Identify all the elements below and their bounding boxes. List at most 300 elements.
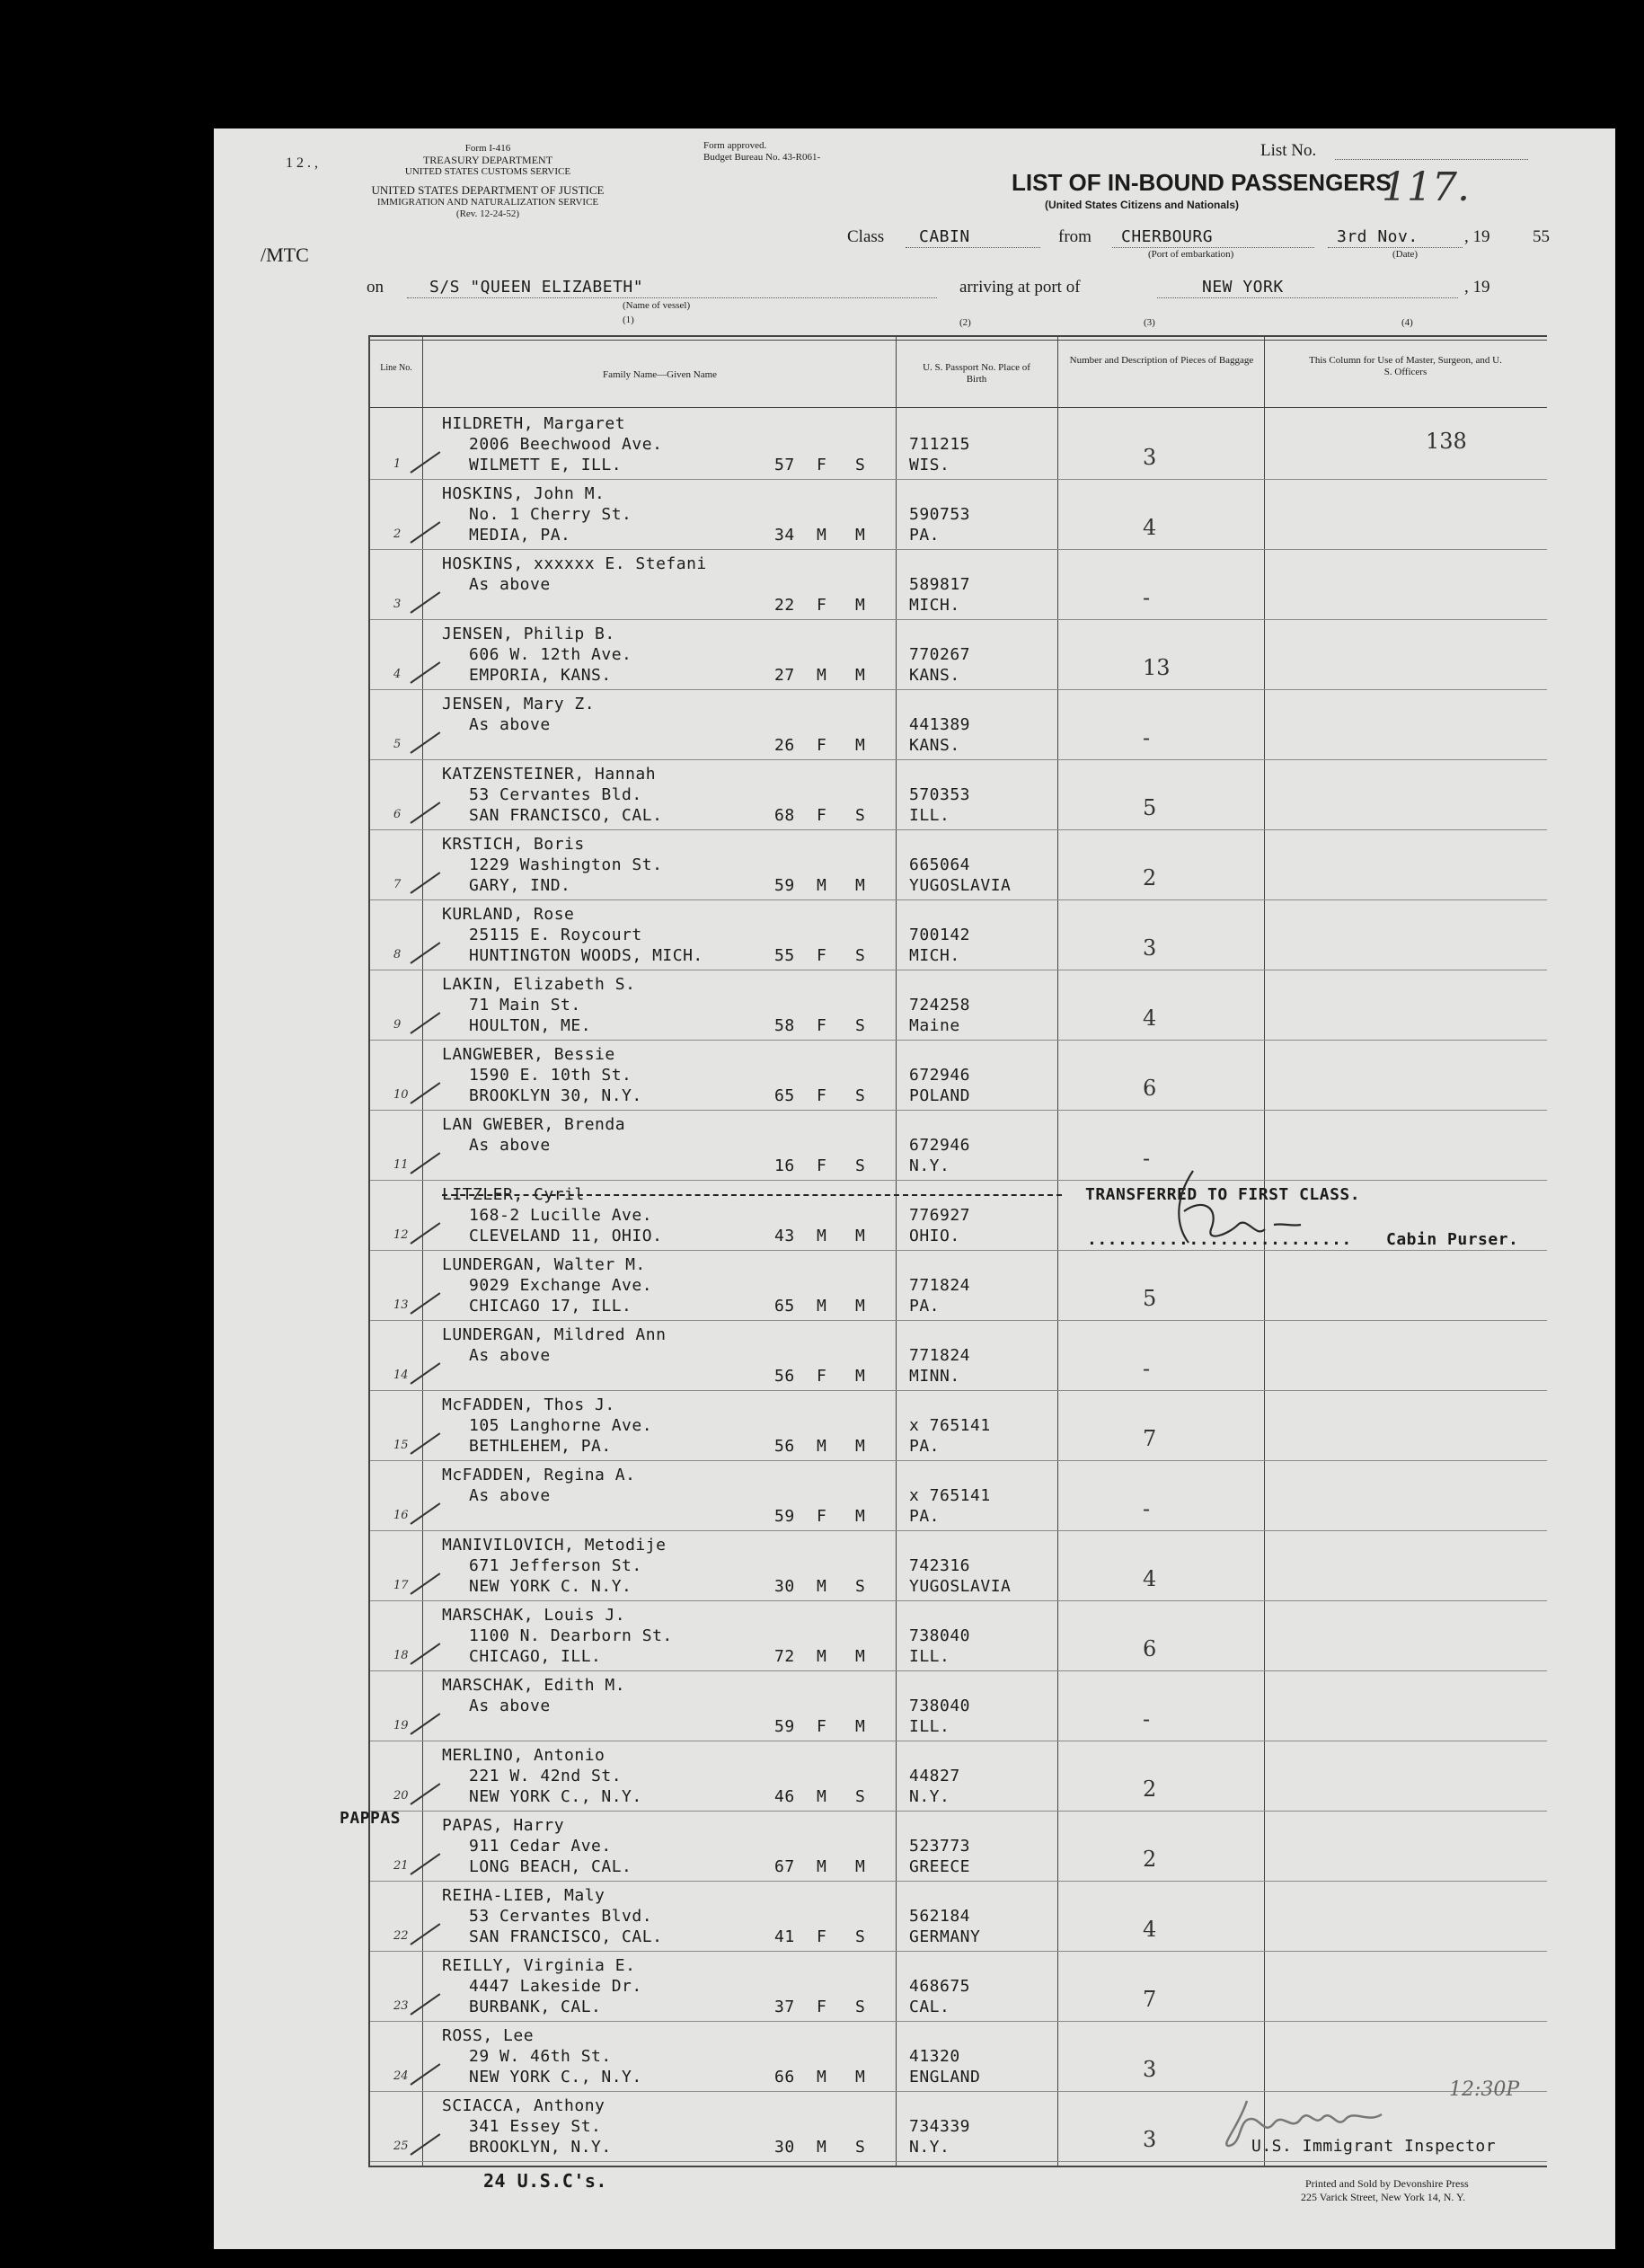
baggage-count: 4 — [1143, 1006, 1157, 1031]
sex: M — [817, 1227, 827, 1245]
line-number: 24 — [393, 2069, 409, 2083]
age: 59 — [774, 876, 795, 895]
sex: F — [817, 736, 827, 755]
baggage-count: 2 — [1143, 865, 1157, 890]
passport-number: 738040 — [909, 1697, 971, 1715]
col-header-officers: This Column for Use of Master, Surgeon, and U. S. Officers — [1309, 355, 1502, 377]
address-line: 53 Cervantes Bld. — [469, 785, 642, 804]
line-number: 9 — [393, 1018, 402, 1032]
strikethrough-line — [442, 1194, 1062, 1196]
marital-status: M — [855, 1297, 866, 1316]
place-of-birth: GREECE — [909, 1857, 971, 1876]
baggage-count: - — [1143, 1356, 1151, 1381]
col-index-4: (4) — [1401, 317, 1413, 328]
check-mark — [410, 1432, 440, 1455]
address-line: 911 Cedar Ave. — [469, 1837, 612, 1856]
age: 58 — [774, 1016, 795, 1035]
list-no-label: List No. — [1260, 141, 1317, 160]
passport-number: 700142 — [909, 926, 971, 944]
check-mark — [410, 1923, 440, 1945]
table-row — [370, 899, 1547, 970]
age: 55 — [774, 946, 795, 965]
printer-line-2: 225 Varick Street, New York 14, N. Y. — [1301, 2191, 1466, 2203]
sex: F — [817, 1016, 827, 1035]
sex: M — [817, 526, 827, 545]
table-row — [370, 1741, 1547, 1812]
address-line: 221 W. 42nd St. — [469, 1767, 623, 1785]
passport-number: 570353 — [909, 785, 971, 804]
passport-number: x 765141 — [909, 1486, 991, 1505]
address-line: As above — [469, 1697, 551, 1715]
address-line: 105 Langhorne Ave. — [469, 1416, 653, 1435]
table-row — [370, 2021, 1547, 2092]
line-number: 10 — [393, 1088, 409, 1102]
on-label: on — [367, 278, 384, 297]
baggage-count: 3 — [1143, 445, 1157, 470]
baggage-count: 6 — [1143, 1076, 1157, 1101]
passenger-manifest-page — [214, 128, 1615, 2249]
address-line: 4447 Lakeside Dr. — [469, 1977, 642, 1996]
sex: M — [817, 1647, 827, 1666]
table-row — [370, 619, 1547, 690]
sex: F — [817, 1927, 827, 1946]
passenger-name: SCIACCA, Anthony — [442, 2096, 605, 2115]
passenger-name: MARSCHAK, Edith M. — [442, 1676, 626, 1695]
age: 34 — [774, 526, 795, 545]
pappas-margin-note: PAPPAS — [340, 1809, 402, 1828]
age: 72 — [774, 1647, 795, 1666]
passport-number: 589817 — [909, 575, 971, 594]
line-number: 6 — [393, 808, 402, 821]
marital-status: M — [855, 526, 866, 545]
passenger-name: MERLINO, Antonio — [442, 1746, 605, 1765]
sex: F — [817, 1156, 827, 1175]
passport-number: 590753 — [909, 505, 971, 524]
age: 30 — [774, 2138, 795, 2157]
passport-number: 771824 — [909, 1276, 971, 1295]
vessel-value: S/S "QUEEN ELIZABETH" — [429, 278, 644, 297]
place-of-birth: N.Y. — [909, 1156, 950, 1175]
marital-status: M — [855, 1227, 866, 1245]
line-number: 13 — [393, 1298, 409, 1312]
baggage-count: 5 — [1143, 1286, 1157, 1311]
ins-service: IMMIGRATION AND NATURALIZATION SERVICE — [376, 197, 599, 208]
col-header-name: Family Name—Given Name — [602, 369, 718, 380]
city-line: EMPORIA, KANS. — [469, 666, 612, 685]
sex: F — [817, 1507, 827, 1526]
place-of-birth: ENGLAND — [909, 2068, 981, 2086]
age: 59 — [774, 1717, 795, 1736]
purser-dots: .......................... — [1087, 1230, 1352, 1249]
baggage-count: 5 — [1143, 795, 1157, 820]
form-approved: Form approved. — [703, 140, 767, 151]
baggage-count: 6 — [1143, 1636, 1157, 1661]
address-line: 1590 E. 10th St. — [469, 1066, 632, 1085]
line-number: 1 — [393, 457, 402, 471]
check-mark — [410, 1502, 440, 1525]
passport-number: 734339 — [909, 2117, 971, 2136]
place-of-birth: MINN. — [909, 1367, 960, 1386]
address-line: As above — [469, 1346, 551, 1365]
check-mark — [410, 1853, 440, 1875]
baggage-count: - — [1143, 725, 1151, 750]
marital-status: S — [855, 946, 866, 965]
sex: M — [817, 2068, 827, 2086]
place-of-birth: PA. — [909, 1297, 941, 1316]
sex: F — [817, 596, 827, 615]
address-line: 9029 Exchange Ave. — [469, 1276, 653, 1295]
address-line: 53 Cervantes Blvd. — [469, 1907, 653, 1926]
passenger-name: LITZLER, Cyril — [442, 1185, 585, 1204]
sex: F — [817, 1367, 827, 1386]
baggage-count: 2 — [1143, 1847, 1157, 1872]
passenger-name: MARSCHAK, Louis J. — [442, 1606, 626, 1625]
age: 26 — [774, 736, 795, 755]
line-number: 25 — [393, 2140, 409, 2153]
place-of-birth: ILL. — [909, 806, 950, 825]
place-of-birth: MICH. — [909, 596, 960, 615]
check-mark — [410, 591, 440, 614]
col-index-3: (3) — [1144, 317, 1155, 328]
place-of-birth: ILL. — [909, 1647, 950, 1666]
year2-prefix: , 19 — [1464, 278, 1490, 297]
table-row — [370, 1110, 1547, 1181]
place-of-birth: ILL. — [909, 1717, 950, 1736]
port-value: NEW YORK — [1202, 278, 1284, 297]
place-of-birth: N.Y. — [909, 2138, 950, 2157]
place-of-birth: OHIO. — [909, 1227, 960, 1245]
passport-number: 41320 — [909, 2047, 960, 2066]
mtc-mark: /MTC — [261, 244, 309, 266]
marital-status: S — [855, 1577, 866, 1596]
passport-number: 770267 — [909, 645, 971, 664]
place-of-birth: Maine — [909, 1016, 960, 1035]
table-row — [370, 689, 1547, 760]
check-mark — [410, 1573, 440, 1595]
table-row — [370, 1811, 1547, 1882]
address-line: 606 W. 12th Ave. — [469, 645, 632, 664]
baggage-count: 13 — [1143, 655, 1171, 680]
page-title: LIST OF IN-BOUND PASSENGERS — [1012, 169, 1392, 196]
check-mark — [410, 802, 440, 824]
baggage-count: 4 — [1143, 515, 1157, 540]
line-number: 11 — [393, 1158, 409, 1172]
passenger-name: ROSS, Lee — [442, 2026, 535, 2045]
table-row — [370, 1390, 1547, 1461]
address-line: 1100 N. Dearborn St. — [469, 1626, 673, 1645]
passport-number: 665064 — [909, 855, 971, 874]
sex: F — [817, 946, 827, 965]
passenger-name: LANGWEBER, Bessie — [442, 1045, 615, 1064]
city-line: NEW YORK C., N.Y. — [469, 2068, 642, 2086]
sex: F — [817, 1998, 827, 2016]
baggage-count: - — [1143, 1146, 1151, 1171]
age: 46 — [774, 1787, 795, 1806]
passenger-name: JENSEN, Mary Z. — [442, 695, 596, 713]
check-mark — [410, 1012, 440, 1034]
city-line: GARY, IND. — [469, 876, 571, 895]
age: 27 — [774, 666, 795, 685]
passport-number: 44827 — [909, 1767, 960, 1785]
marital-status: S — [855, 1998, 866, 2016]
line-number: 22 — [393, 1929, 409, 1943]
passenger-name: KURLAND, Rose — [442, 905, 575, 924]
line-number: 23 — [393, 1999, 409, 2013]
baggage-count: - — [1143, 1496, 1151, 1521]
passenger-name: LAKIN, Elizabeth S. — [442, 975, 636, 994]
check-mark — [410, 1362, 440, 1385]
marital-status: S — [855, 456, 866, 474]
passenger-name: McFADDEN, Thos J. — [442, 1395, 615, 1414]
transferred-note: TRANSFERRED TO FIRST CLASS. — [1085, 1185, 1361, 1204]
address-line: 168-2 Lucille Ave. — [469, 1206, 653, 1225]
rev-date: (Rev. 12-24-52) — [455, 208, 520, 219]
baggage-count: 4 — [1143, 1917, 1157, 1942]
marital-status: M — [855, 876, 866, 895]
marital-status: M — [855, 736, 866, 755]
baggage-count: 3 — [1143, 935, 1157, 961]
baggage-count: 7 — [1143, 1987, 1157, 2012]
table-row — [370, 1530, 1547, 1601]
passport-number: 562184 — [909, 1907, 971, 1926]
marital-status: S — [855, 806, 866, 825]
line-number: 14 — [393, 1369, 409, 1382]
passport-number: 776927 — [909, 1206, 971, 1225]
place-of-birth: CAL. — [909, 1998, 950, 2016]
baggage-count: 7 — [1143, 1426, 1157, 1451]
place-of-birth: YUGOSLAVIA — [909, 1577, 1012, 1596]
city-line: CLEVELAND 11, OHIO. — [469, 1227, 663, 1245]
address-line: 341 Essey St. — [469, 2117, 602, 2136]
age: 22 — [774, 596, 795, 615]
marital-status: M — [855, 1647, 866, 1666]
passport-number: 771824 — [909, 1346, 971, 1365]
check-mark — [410, 1222, 440, 1245]
city-line: SAN FRANCISCO, CAL. — [469, 806, 663, 825]
passenger-name: PAPAS, Harry — [442, 1816, 565, 1835]
sex: M — [817, 876, 827, 895]
passenger-name: LUNDERGAN, Mildred Ann — [442, 1325, 667, 1344]
table-row — [370, 479, 1547, 550]
address-line: 671 Jefferson St. — [469, 1556, 642, 1575]
marital-status: M — [855, 1507, 866, 1526]
marital-status: S — [855, 1156, 866, 1175]
age: 68 — [774, 806, 795, 825]
city-line: NEW YORK C., N.Y. — [469, 1787, 642, 1806]
passenger-name: HOSKINS, xxxxxx E. Stefani — [442, 554, 707, 573]
line-number: 19 — [393, 1719, 409, 1732]
passenger-name: HILDRETH, Margaret — [442, 414, 626, 433]
col-header-passport: U. S. Passport No. Place of Birth — [923, 362, 1030, 385]
address-line: As above — [469, 575, 551, 594]
table-row — [370, 759, 1547, 830]
city-line: CHICAGO 17, ILL. — [469, 1297, 632, 1316]
class-label: Class — [847, 227, 885, 246]
justice-dept: UNITED STATES DEPARTMENT OF JUSTICE — [371, 183, 605, 197]
col-header-baggage: Number and Description of Pieces of Baggage — [1069, 355, 1254, 366]
list-number-handwritten: 117. — [1382, 164, 1470, 210]
officer-note: 138 — [1426, 429, 1467, 454]
purser-label: Cabin Purser. — [1386, 1230, 1519, 1249]
line-number: 12 — [393, 1228, 409, 1242]
sex: F — [817, 1086, 827, 1105]
marital-status: M — [855, 2068, 866, 2086]
line-number: 3 — [393, 598, 402, 611]
year-prefix: , 19 — [1464, 227, 1490, 246]
city-line: BROOKLYN, N.Y. — [469, 2138, 612, 2157]
line-number: 20 — [393, 1789, 409, 1803]
sex: M — [817, 1577, 827, 1596]
page-subtitle: (United States Citizens and Nationals) — [1045, 199, 1240, 211]
sex: M — [817, 1437, 827, 1456]
passport-number: 523773 — [909, 1837, 971, 1856]
check-mark — [410, 1993, 440, 2016]
check-mark — [410, 1713, 440, 1735]
line-number: 15 — [393, 1439, 409, 1452]
marital-status: M — [855, 1857, 866, 1876]
place-of-birth: PA. — [909, 1507, 941, 1526]
passenger-name: JENSEN, Philip B. — [442, 625, 615, 643]
sex: M — [817, 1787, 827, 1806]
check-mark — [410, 1643, 440, 1665]
col-index-1: (1) — [623, 315, 634, 325]
place-of-birth: POLAND — [909, 1086, 971, 1105]
age: 56 — [774, 1367, 795, 1386]
city-line: HOULTON, ME. — [469, 1016, 592, 1035]
city-line: BETHLEHEM, PA. — [469, 1437, 612, 1456]
line-number: 7 — [393, 878, 402, 891]
table-row — [370, 549, 1547, 620]
check-mark — [410, 451, 440, 474]
passenger-name: McFADDEN, Regina A. — [442, 1466, 636, 1484]
passport-number: 672946 — [909, 1066, 971, 1085]
passport-number: 742316 — [909, 1556, 971, 1575]
passport-number: 711215 — [909, 435, 971, 454]
sex: M — [817, 666, 827, 685]
table-row — [370, 1040, 1547, 1111]
age: 65 — [774, 1086, 795, 1105]
table-row — [370, 1670, 1547, 1741]
table-row — [370, 829, 1547, 900]
place-of-birth: YUGOSLAVIA — [909, 876, 1012, 895]
treasury-dept: TREASURY DEPARTMENT — [422, 154, 553, 166]
age: 37 — [774, 1998, 795, 2016]
passenger-name: KATZENSTEINER, Hannah — [442, 765, 657, 784]
passport-number: 468675 — [909, 1977, 971, 1996]
address-line: No. 1 Cherry St. — [469, 505, 632, 524]
age: 66 — [774, 2068, 795, 2086]
table-row — [370, 1600, 1547, 1671]
vessel-label: (Name of vessel) — [623, 300, 691, 311]
baggage-count: 3 — [1143, 2057, 1157, 2082]
place-of-birth: KANS. — [909, 666, 960, 685]
baggage-count: 4 — [1143, 1566, 1157, 1591]
check-mark — [410, 731, 440, 754]
passenger-name: MANIVILOVICH, Metodije — [442, 1536, 667, 1555]
marital-status: S — [855, 2138, 866, 2157]
check-mark — [410, 1082, 440, 1104]
line-number: 21 — [393, 1859, 409, 1873]
table-row — [370, 1460, 1547, 1531]
passport-number: 738040 — [909, 1626, 971, 1645]
date-value: 3rd Nov. — [1337, 227, 1419, 246]
inspector-time: 12:30P — [1449, 2078, 1520, 2101]
table-row — [370, 409, 1547, 480]
city-line: CHICAGO, ILL. — [469, 1647, 602, 1666]
passenger-name: HOSKINS, John M. — [442, 484, 605, 503]
check-mark — [410, 1152, 440, 1174]
marital-status: M — [855, 666, 866, 685]
sex: M — [817, 1857, 827, 1876]
marital-status: S — [855, 1927, 866, 1946]
city-line: NEW YORK C. N.Y. — [469, 1577, 632, 1596]
arriving-label: arriving at port of — [959, 278, 1081, 297]
age: 59 — [774, 1507, 795, 1526]
address-line: As above — [469, 1136, 551, 1155]
passenger-name: REILLY, Virginia E. — [442, 1956, 636, 1975]
from-value: CHERBOURG — [1121, 227, 1214, 246]
check-mark — [410, 2063, 440, 2086]
city-line: LONG BEACH, CAL. — [469, 1857, 632, 1876]
marital-status: M — [855, 1367, 866, 1386]
customs-service: UNITED STATES CUSTOMS SERVICE — [404, 166, 571, 177]
city-line: MEDIA, PA. — [469, 526, 571, 545]
sex: F — [817, 806, 827, 825]
age: 56 — [774, 1437, 795, 1456]
place-of-birth: WIS. — [909, 456, 950, 474]
check-mark — [410, 942, 440, 964]
address-line: 71 Main St. — [469, 996, 581, 1014]
table-row — [370, 970, 1547, 1041]
city-line: SAN FRANCISCO, CAL. — [469, 1927, 663, 1946]
city-line: WILMETT E, ILL. — [469, 456, 623, 474]
port-embarkation-label: (Port of embarkation) — [1148, 249, 1234, 260]
date-label: (Date) — [1392, 249, 1419, 260]
city-line: BROOKLYN 30, N.Y. — [469, 1086, 642, 1105]
marital-status: S — [855, 1016, 866, 1035]
check-mark — [410, 872, 440, 894]
marital-status: M — [855, 1717, 866, 1736]
year-value: 55 — [1533, 227, 1550, 246]
passenger-name: LUNDERGAN, Walter M. — [442, 1255, 646, 1274]
age: 65 — [774, 1297, 795, 1316]
inspector-label: U.S. Immigrant Inspector — [1251, 2137, 1497, 2156]
table-row — [370, 1881, 1547, 1952]
class-value: CABIN — [919, 227, 970, 246]
sex: M — [817, 1297, 827, 1316]
marital-status: M — [855, 596, 866, 615]
baggage-count: 2 — [1143, 1776, 1157, 1802]
marital-status: M — [855, 1437, 866, 1456]
top-marks: 1 2 . , — [286, 155, 318, 171]
age: 43 — [774, 1227, 795, 1245]
line-number: 17 — [393, 1579, 409, 1592]
place-of-birth: PA. — [909, 526, 941, 545]
table-row — [370, 1180, 1547, 1251]
place-of-birth: PA. — [909, 1437, 941, 1456]
baggage-count: - — [1143, 585, 1151, 610]
address-line: 25115 E. Roycourt — [469, 926, 642, 944]
city-line: BURBANK, CAL. — [469, 1998, 602, 2016]
passenger-name: REIHA-LIEB, Maly — [442, 1886, 605, 1905]
sex: M — [817, 2138, 827, 2157]
age: 30 — [774, 1577, 795, 1596]
line-number: 5 — [393, 738, 402, 751]
passenger-table — [368, 335, 1547, 2167]
form-number: Form I-416 — [464, 143, 511, 154]
line-number: 2 — [393, 527, 402, 541]
line-number: 16 — [393, 1509, 409, 1522]
